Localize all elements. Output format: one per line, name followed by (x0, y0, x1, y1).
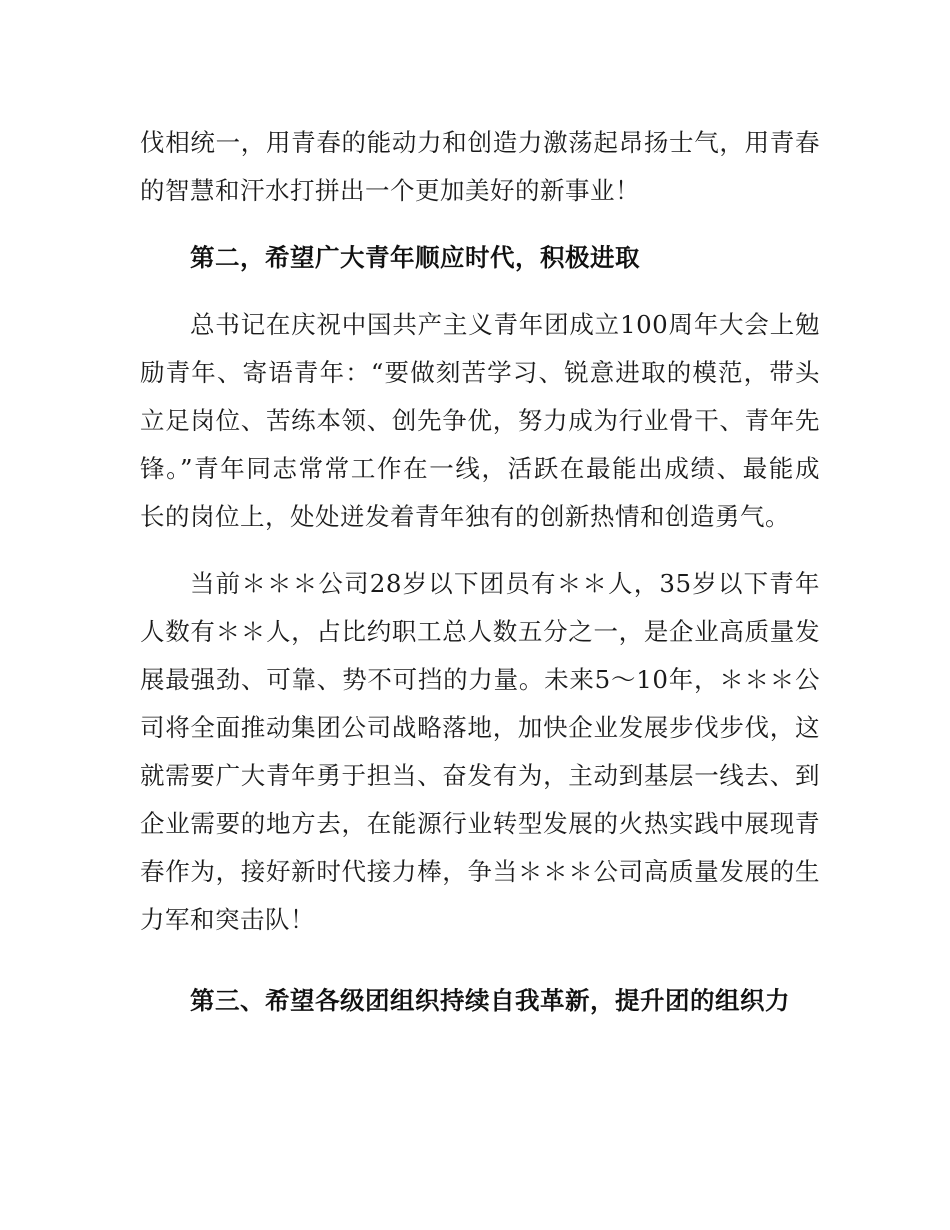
paragraph-2-line-1: 总书记在庆祝中国共产主义青年团成立100周年大会上勉 (190, 310, 820, 339)
paragraph-3-line-8: 力军和突击队！ (140, 905, 315, 934)
paragraph-1-line-2: 的智慧和汗水打拼出一个更加美好的新事业！ (140, 176, 640, 205)
paragraph-3-line-5: 就需要广大青年勇于担当、奋发有为，主动到基层一线去、到 (140, 761, 820, 790)
paragraph-3-line-1: 当前＊＊＊公司28岁以下团员有＊＊人，35岁以下青年 (190, 569, 820, 598)
section-heading-2: 第二，希望广大青年顺应时代，积极进取 (190, 243, 640, 272)
paragraph-1-line-1: 伐相统一，用青春的能动力和创造力激荡起昂扬士气，用青春 (140, 128, 820, 157)
paragraph-3-line-6: 企业需要的地方去，在能源行业转型发展的火热实践中展现青 (140, 809, 820, 838)
paragraph-2-line-3: 立足岗位、苦练本领、创先争优，努力成为行业骨干、青年先 (140, 406, 820, 435)
paragraph-3-line-4: 司将全面推动集团公司战略落地，加快企业发展步伐步伐，这 (140, 713, 820, 742)
paragraph-2-line-2: 励青年、寄语青年：“要做刻苦学习、锐意进取的模范，带头 (140, 358, 820, 387)
paragraph-3-line-7: 春作为，接好新时代接力棒，争当＊＊＊公司高质量发展的生 (140, 857, 820, 886)
paragraph-2-line-4: 锋。”青年同志常常工作在一线，活跃在最能出成绩、最能成 (140, 454, 820, 483)
section-heading-3: 第三、希望各级团组织持续自我革新，提升团的组织力 (190, 986, 790, 1015)
paragraph-2-line-5: 长的岗位上，处处迸发着青年独有的创新热情和创造勇气。 (140, 502, 790, 531)
paragraph-3-line-2: 人数有＊＊人，占比约职工总人数五分之一，是企业高质量发 (140, 617, 820, 646)
paragraph-3-line-3: 展最强劲、可靠、势不可挡的力量。未来5～10年，＊＊＊公 (140, 665, 820, 694)
